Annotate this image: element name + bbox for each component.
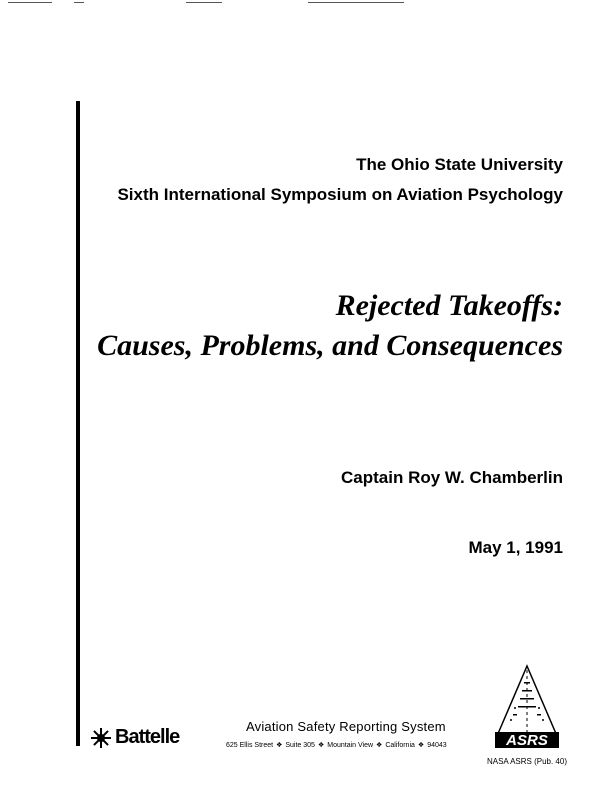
- address-state: California: [385, 742, 415, 749]
- address-separator: ❖: [317, 742, 325, 749]
- address-separator: ❖: [276, 742, 283, 749]
- publication-number: NASA ASRS (Pub. 40): [486, 757, 567, 766]
- asrs-logo: [491, 662, 563, 750]
- battelle-logo: [90, 726, 179, 749]
- scan-artifacts: [0, 0, 611, 8]
- address-separator: ❖: [417, 742, 425, 749]
- symposium-name: Sixth International Symposium on Aviation Psychology: [117, 185, 563, 204]
- address-suite: Suite 305: [285, 742, 315, 749]
- title-line-2: Causes, Problems, and Consequences: [97, 329, 563, 362]
- university-name: The Ohio State University: [356, 155, 563, 174]
- date: May 1, 1991: [468, 538, 563, 557]
- address-street: 625 Ellis Street: [226, 742, 274, 749]
- asrs-address: [226, 741, 447, 749]
- address-city: Mountain View: [327, 742, 374, 749]
- left-vertical-rule: [76, 101, 80, 746]
- document-title: [97, 286, 563, 366]
- header-block: [117, 150, 563, 210]
- author: Captain Roy W. Chamberlin: [341, 468, 563, 487]
- asrs-runway-icon: [491, 662, 563, 750]
- battelle-wordmark: Battelle: [115, 726, 180, 748]
- asrs-name: Aviation Safety Reporting System: [246, 719, 446, 734]
- address-zip: 94043: [427, 742, 447, 749]
- title-line-1: Rejected Takeoffs:: [335, 289, 563, 322]
- asrs-logo-text: ASRS: [506, 732, 548, 749]
- address-separator: ❖: [376, 742, 383, 749]
- battelle-star-icon: [90, 727, 112, 749]
